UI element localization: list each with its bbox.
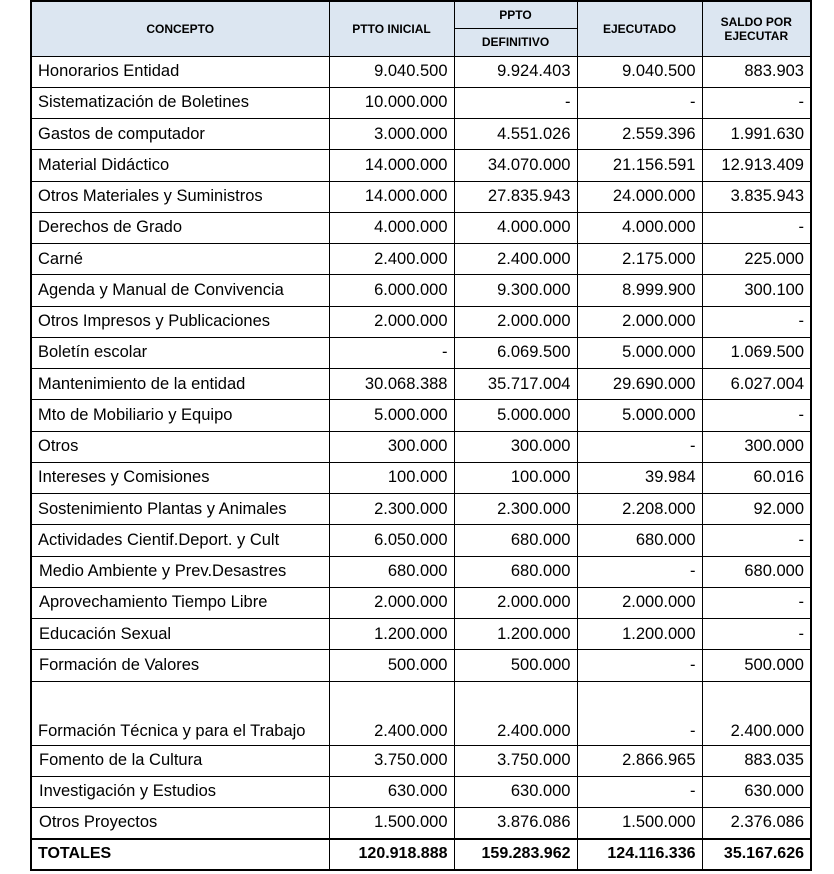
header-ppto: PPTO (454, 1, 577, 28)
cell-ejecutado: - (577, 431, 702, 462)
header-definitivo: DEFINITIVO (454, 28, 577, 56)
cell-concepto: Carné (31, 244, 329, 275)
cell-ejecutado: 2.559.396 (577, 119, 702, 150)
table-row (31, 337, 811, 368)
header-saldo (702, 1, 811, 56)
table-body (31, 56, 811, 870)
table-row (31, 494, 811, 525)
cell-inicial: 1.500.000 (329, 808, 454, 839)
cell-definitivo: 35.717.004 (454, 369, 577, 400)
cell-concepto: Formación de Valores (31, 650, 329, 681)
cell-ejecutado: 21.156.591 (577, 150, 702, 181)
cell-ejecutado: 5.000.000 (577, 337, 702, 368)
cell-concepto: Boletín escolar (31, 337, 329, 368)
cell-ejecutado: 29.690.000 (577, 369, 702, 400)
cell-definitivo: 630.000 (454, 776, 577, 807)
cell-inicial: 14.000.000 (329, 150, 454, 181)
cell-saldo: 1.991.630 (702, 119, 811, 150)
cell-concepto: Sistematización de Boletines (31, 87, 329, 118)
cell-concepto: Otros Proyectos (31, 808, 329, 839)
totals-inicial: 120.918.888 (329, 839, 454, 870)
table-row (31, 776, 811, 807)
cell-definitivo: 2.000.000 (454, 306, 577, 337)
table-row (31, 119, 811, 150)
cell-ejecutado: - (577, 87, 702, 118)
cell-definitivo: 4.000.000 (454, 212, 577, 243)
cell-inicial: 2.400.000 (329, 244, 454, 275)
cell-definitivo: 34.070.000 (454, 150, 577, 181)
cell-definitivo: 500.000 (454, 650, 577, 681)
table-row (31, 462, 811, 493)
cell-concepto: Material Didáctico (31, 150, 329, 181)
cell-concepto: Educación Sexual (31, 619, 329, 650)
cell-inicial: 100.000 (329, 462, 454, 493)
cell-inicial: 500.000 (329, 650, 454, 681)
cell-saldo: 300.100 (702, 275, 811, 306)
table-row (31, 150, 811, 181)
cell-definitivo: 2.400.000 (454, 244, 577, 275)
cell-concepto: Actividades Cientif.Deport. y Cult (31, 525, 329, 556)
cell-ejecutado: - (577, 776, 702, 807)
cell-inicial: 4.000.000 (329, 212, 454, 243)
cell-ejecutado: 2.175.000 (577, 244, 702, 275)
cell-saldo: - (702, 587, 811, 618)
table-row (31, 556, 811, 587)
cell-inicial: 9.040.500 (329, 56, 454, 87)
table-row (31, 431, 811, 462)
cell-definitivo: 27.835.943 (454, 181, 577, 212)
cell-inicial: 2.000.000 (329, 306, 454, 337)
cell-saldo: 883.035 (702, 745, 811, 776)
cell-concepto: Investigación y Estudios (31, 776, 329, 807)
header-ptto-inicial: PTTO INICIAL (329, 1, 454, 56)
cell-definitivo: 100.000 (454, 462, 577, 493)
cell-concepto: Agenda y Manual de Convivencia (31, 275, 329, 306)
totals-label: TOTALES (31, 839, 329, 870)
cell-ejecutado: 2.208.000 (577, 494, 702, 525)
header-saldo-line1: SALDO POR (720, 14, 792, 29)
cell-inicial: 2.300.000 (329, 494, 454, 525)
table-row (31, 244, 811, 275)
cell-saldo: 3.835.943 (702, 181, 811, 212)
cell-definitivo: 1.200.000 (454, 619, 577, 650)
cell-definitivo: 5.000.000 (454, 400, 577, 431)
cell-ejecutado: 9.040.500 (577, 56, 702, 87)
cell-saldo: - (702, 212, 811, 243)
cell-inicial: 3.750.000 (329, 745, 454, 776)
cell-definitivo: 6.069.500 (454, 337, 577, 368)
table-row (31, 681, 811, 745)
table-row (31, 275, 811, 306)
cell-inicial: 10.000.000 (329, 87, 454, 118)
cell-saldo: 1.069.500 (702, 337, 811, 368)
cell-concepto: Intereses y Comisiones (31, 462, 329, 493)
table-row (31, 587, 811, 618)
cell-inicial: 14.000.000 (329, 181, 454, 212)
table-row (31, 619, 811, 650)
cell-concepto: Formación Técnica y para el Trabajo (31, 681, 329, 745)
cell-saldo: - (702, 525, 811, 556)
cell-ejecutado: - (577, 681, 702, 745)
cell-definitivo: 9.300.000 (454, 275, 577, 306)
cell-concepto: Mantenimiento de la entidad (31, 369, 329, 400)
table-row (31, 650, 811, 681)
cell-concepto: Medio Ambiente y Prev.Desastres (31, 556, 329, 587)
cell-inicial: 30.068.388 (329, 369, 454, 400)
cell-saldo: - (702, 87, 811, 118)
table-row (31, 306, 811, 337)
totals-row (31, 839, 811, 870)
budget-table (30, 0, 812, 871)
cell-concepto: Fomento de la Cultura (31, 745, 329, 776)
cell-inicial: 680.000 (329, 556, 454, 587)
cell-ejecutado: 8.999.900 (577, 275, 702, 306)
cell-inicial: 2.000.000 (329, 587, 454, 618)
cell-inicial: 1.200.000 (329, 619, 454, 650)
cell-definitivo: 680.000 (454, 525, 577, 556)
table-row (31, 525, 811, 556)
cell-ejecutado: - (577, 556, 702, 587)
cell-ejecutado: 1.500.000 (577, 808, 702, 839)
cell-definitivo: 300.000 (454, 431, 577, 462)
totals-saldo: 35.167.626 (702, 839, 811, 870)
cell-ejecutado: 5.000.000 (577, 400, 702, 431)
table-row (31, 745, 811, 776)
cell-concepto: Gastos de computador (31, 119, 329, 150)
header-ejecutado: EJECUTADO (577, 1, 702, 56)
cell-saldo: 300.000 (702, 431, 811, 462)
cell-ejecutado: 1.200.000 (577, 619, 702, 650)
cell-inicial: 630.000 (329, 776, 454, 807)
cell-saldo: 2.376.086 (702, 808, 811, 839)
table-row (31, 87, 811, 118)
cell-inicial: 5.000.000 (329, 400, 454, 431)
cell-saldo: 6.027.004 (702, 369, 811, 400)
cell-concepto: Otros (31, 431, 329, 462)
cell-definitivo: 2.400.000 (454, 681, 577, 745)
cell-inicial: 3.000.000 (329, 119, 454, 150)
table-row (31, 400, 811, 431)
cell-inicial: 300.000 (329, 431, 454, 462)
cell-inicial: - (329, 337, 454, 368)
cell-definitivo: 2.300.000 (454, 494, 577, 525)
cell-inicial: 6.000.000 (329, 275, 454, 306)
cell-concepto: Honorarios Entidad (31, 56, 329, 87)
cell-saldo: - (702, 400, 811, 431)
table-row (31, 369, 811, 400)
cell-concepto: Otros Impresos y Publicaciones (31, 306, 329, 337)
cell-ejecutado: 4.000.000 (577, 212, 702, 243)
cell-ejecutado: 24.000.000 (577, 181, 702, 212)
cell-definitivo: 2.000.000 (454, 587, 577, 618)
header-saldo-line2: EJECUTAR (724, 28, 789, 43)
cell-definitivo: 9.924.403 (454, 56, 577, 87)
cell-saldo: 92.000 (702, 494, 811, 525)
cell-inicial: 2.400.000 (329, 681, 454, 745)
cell-ejecutado: 2.000.000 (577, 306, 702, 337)
cell-saldo: 225.000 (702, 244, 811, 275)
cell-concepto: Derechos de Grado (31, 212, 329, 243)
cell-saldo: 60.016 (702, 462, 811, 493)
table-row (31, 181, 811, 212)
cell-concepto: Aprovechamiento Tiempo Libre (31, 587, 329, 618)
totals-ejecutado: 124.116.336 (577, 839, 702, 870)
cell-saldo: 2.400.000 (702, 681, 811, 745)
table-row (31, 808, 811, 839)
cell-saldo: 500.000 (702, 650, 811, 681)
cell-saldo: - (702, 619, 811, 650)
cell-definitivo: - (454, 87, 577, 118)
totals-definitivo: 159.283.962 (454, 839, 577, 870)
cell-saldo: 12.913.409 (702, 150, 811, 181)
cell-definitivo: 3.750.000 (454, 745, 577, 776)
cell-concepto: Sostenimiento Plantas y Animales (31, 494, 329, 525)
header-concepto: CONCEPTO (31, 1, 329, 56)
cell-ejecutado: 2.000.000 (577, 587, 702, 618)
cell-saldo: 883.903 (702, 56, 811, 87)
cell-concepto: Mto de Mobiliario y Equipo (31, 400, 329, 431)
table-row (31, 212, 811, 243)
table-row (31, 56, 811, 87)
cell-definitivo: 680.000 (454, 556, 577, 587)
cell-inicial: 6.050.000 (329, 525, 454, 556)
cell-concepto: Otros Materiales y Suministros (31, 181, 329, 212)
cell-saldo: 630.000 (702, 776, 811, 807)
cell-definitivo: 4.551.026 (454, 119, 577, 150)
cell-ejecutado: 680.000 (577, 525, 702, 556)
cell-ejecutado: 2.866.965 (577, 745, 702, 776)
cell-saldo: 680.000 (702, 556, 811, 587)
cell-saldo: - (702, 306, 811, 337)
cell-ejecutado: - (577, 650, 702, 681)
cell-definitivo: 3.876.086 (454, 808, 577, 839)
cell-ejecutado: 39.984 (577, 462, 702, 493)
